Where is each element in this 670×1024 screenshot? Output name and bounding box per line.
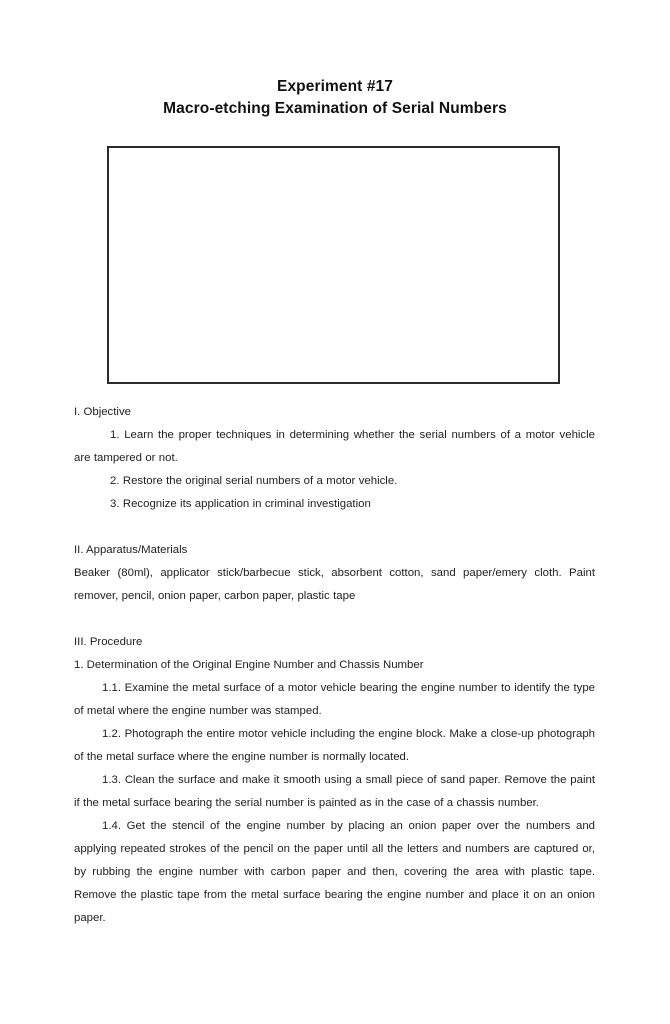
section-heading-objective: I. Objective <box>74 406 131 418</box>
section-gap-1 <box>74 516 595 539</box>
objective-item-3: 3. Recognize its application in criminal investigation <box>110 498 371 510</box>
document-body <box>74 401 595 930</box>
procedure-step-1-3: 1.3. Clean the surface and make it smooth using a small piece of sand paper. Remove the paint if the metal surface bearing the serial number is painted as in the case of a chassis number. <box>74 774 595 809</box>
section-heading-apparatus: II. Apparatus/Materials <box>74 544 188 556</box>
procedure-subheading: 1. Determination of the Original Engine Number and Chassis Number <box>74 659 424 671</box>
title-line-1: Experiment #17 <box>277 78 393 95</box>
apparatus-body: Beaker (80ml), applicator stick/barbecue stick, absorbent cotton, sand paper/emery cloth. Paint remover, pencil, onion paper, carbon paper, plastic tape <box>74 567 595 602</box>
objective-item-2: 2. Restore the original serial numbers of a motor vehicle. <box>110 475 398 487</box>
figure-placeholder-box <box>107 146 560 384</box>
procedure-step-1-2: 1.2. Photograph the entire motor vehicle including the engine block. Make a close-up photograph of the metal surface where the engine number is normally located. <box>74 728 595 763</box>
procedure-step-1-1: 1.1. Examine the metal surface of a motor vehicle bearing the engine number to identify the type of metal where the engine number was stamped. <box>74 682 595 717</box>
section-gap-2 <box>74 608 595 631</box>
document-title <box>0 76 670 120</box>
procedure-step-1-4: 1.4. Get the stencil of the engine number by placing an onion paper over the numbers and applying repeated strokes of the pencil on the paper until all the letters and numbers are captured or, by rubbing the engine number with carbon paper and then, covering the area with plastic tape. Remove the plastic tape from the metal surface bearing the engine number and place it on an onion paper. <box>74 820 595 924</box>
objective-item-1: 1. Learn the proper techniques in determining whether the serial numbers of a motor vehicle are tampered or not. <box>74 429 595 464</box>
title-line-2: Macro-etching Examination of Serial Numbers <box>163 100 507 117</box>
section-heading-procedure: III. Procedure <box>74 636 143 648</box>
